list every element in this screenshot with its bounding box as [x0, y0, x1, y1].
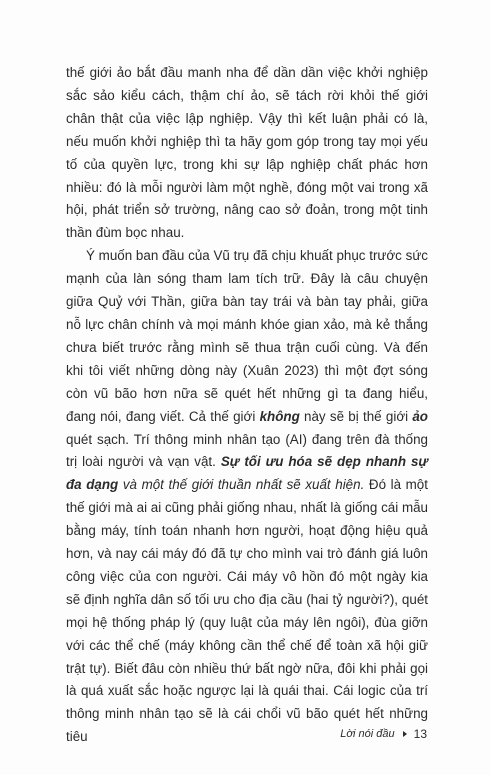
paragraph-2-text-1: Ý muốn ban đầu của Vũ trụ đã chịu khuất phục trước sức mạnh của làn sóng tham lam tích trữ. Đây là câu chuyện giữa Quỷ với Thần, giữa bàn tay trái và bàn tay phải, giữa nỗ lực chân chính và mọi mánh khóe gian xảo, mà kẻ thắng chưa biết trước rằng mình sẽ thua trận cuối cùng. Và đến khi tôi viết những dòng này (Xuân 2023) thì một đợt sóng còn vũ bão hơn nữa sẽ quét hết những gì ta đang hiểu, đang nói, đang viết. Cả thế giới — [66, 248, 428, 424]
emphasis-toi-uu-hoa: Sự tối ưu hóa sẽ dẹp nhanh sự đa dạng — [66, 454, 428, 493]
paragraph-2-text-4: Đó là một thế giới mà ai ai cũng phải giống nhau, nhất là giống cái mẫu bằng máy, tính toán nhanh hơn người, hoạt động hiệu quả hơn, và nay cái máy đó đã tự cho mình vai trò đánh giá luôn công việc của con người. Cái máy vô hồn đó một ngày kia sẽ định nghĩa dân số tối ưu cho địa cầu (hai tỷ người?), quét mọi hệ thống pháp lý (quy luật của máy lên ngôi), đùa giỡn với các thể chế (máy không cần thể chế để toàn xã hội giữ trật tự). Biết đâu còn nhiều thứ bất ngờ nữa, đôi khi phải gọi là quá xuất sắc hoặc ngược lại là quái thai. Cái logic của trí thông minh nhân tạo sẽ là cái chổi vũ bão quét hết những tiêu — [66, 477, 428, 745]
emphasis-ao: ảo — [412, 408, 428, 424]
paragraph-1: thế giới ảo bắt đầu manh nha để dần dần việc khởi nghiệp sắc sảo kiểu cách, thậm chí ảo, sẽ tách rời khỏi thế giới chân thật của việc lập nghiệp. Vậy thì kết luận phải có là, nếu muốn khởi nghiệp thì ta hãy gom góp trong tay mọi yếu tố của quyền lực, trong khi sự lập nghiệp chất phác hơn nhiều: đó là mỗi người làm một nghề, đóng một vai trong xã hội, phát triển sở trường, nâng cao sở đoản, trong một tinh thần đùm bọc nhau. — [66, 65, 428, 241]
body-text — [66, 62, 428, 749]
paragraph-2-text-2: này sẽ bị thế giới — [299, 408, 413, 424]
paragraph-2-text-3: quét sạch. Trí thông minh nhân tạo (AI) đang trên đà thống trị loài người và vạn vật. — [66, 431, 428, 470]
page-footer — [340, 727, 427, 741]
paragraph-2 — [66, 245, 428, 749]
triangle-right-icon — [403, 731, 407, 737]
running-footer-title: Lời nói đầu — [340, 728, 395, 740]
page-number: 13 — [413, 727, 427, 741]
italic-the-gioi-thuan-nhat: và một thế giới thuần nhất sẽ xuất hiện. — [118, 477, 365, 493]
emphasis-khong: không — [259, 408, 300, 424]
